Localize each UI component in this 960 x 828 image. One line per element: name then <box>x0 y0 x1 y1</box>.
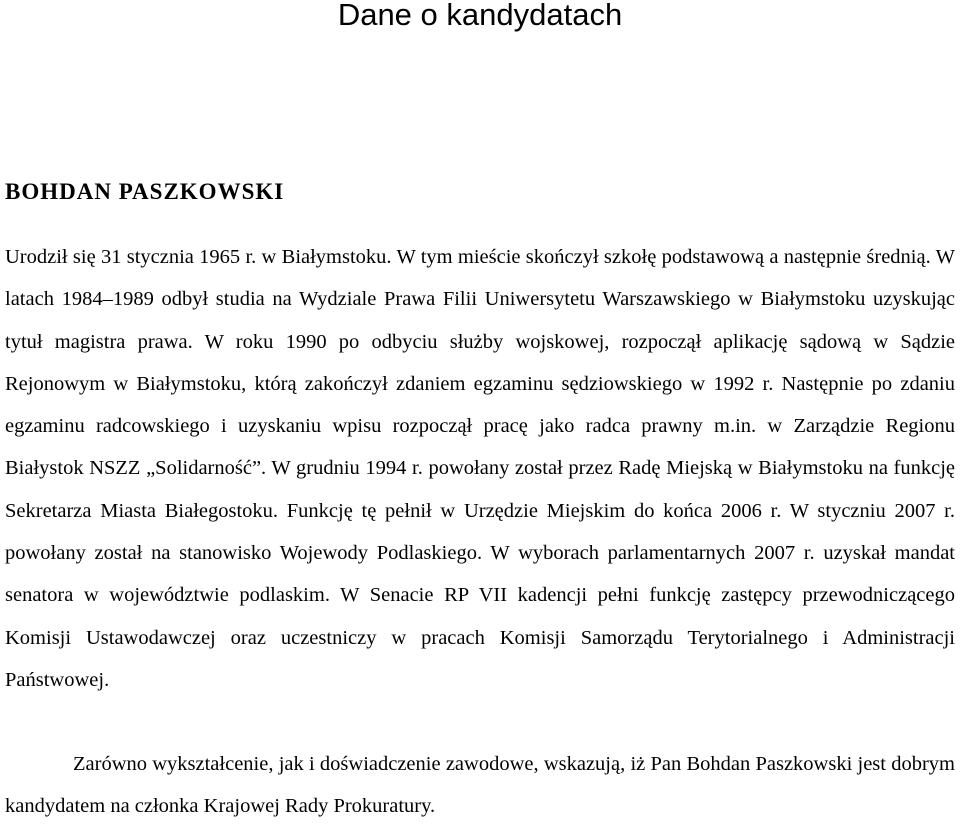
candidate-biography: Urodził się 31 stycznia 1965 r. w Białymstoku. W tym mieście skończył szkołę podstawową a następnie średnią. W latach 1984–1989 odbył studia na Wydziale Prawa Filii Uniwersytetu Warszawskiego w Białymstoku uzyskując tytuł magistra prawa. W roku 1990 po odbyciu służby wojskowej, rozpoczął aplikację sądową w Sądzie Rejonowym w Białymstoku, którą zakończył zdaniem egzaminu sędziowskiego w 1992 r. Następnie po zdaniu egzaminu radcowskiego i uzyskaniu wpisu rozpoczął pracę jako radca prawny m.in. w Zarządzie Regionu Białystok NSZZ „Solidarność”. W grudniu 1994 r. powołany został przez Radę Miejską w Białymstoku na funkcję Sekretarza Miasta Białegostoku. Funkcję tę pełnił w Urzędzie Miejskim do końca 2006 r. W styczniu 2007 r. powołany został na stanowisko Wojewody Podlaskiego. W wyborach parlamentarnych 2007 r. uzyskał mandat senatora w województwie podlaskim. W Senacie RP VII kadencji pełni funkcję zastępcy przewodniczącego Komisji Ustawodawczej oraz uczestniczy w pracach Komisji Samorządu Terytorialnego i Administracji Państwowej. <box>5 246 955 691</box>
page-title: Dane o kandydatach <box>337 0 623 32</box>
candidate-summary: Zarówno wykształcenie, jak i doświadczenie zawodowe, wskazują, iż Pan Bohdan Paszkowski jest dobrym kandydatem na członka Krajowej Rady Prokuratury. <box>5 753 955 818</box>
candidate-name: BOHDAN PASZKOWSKI <box>5 179 285 204</box>
